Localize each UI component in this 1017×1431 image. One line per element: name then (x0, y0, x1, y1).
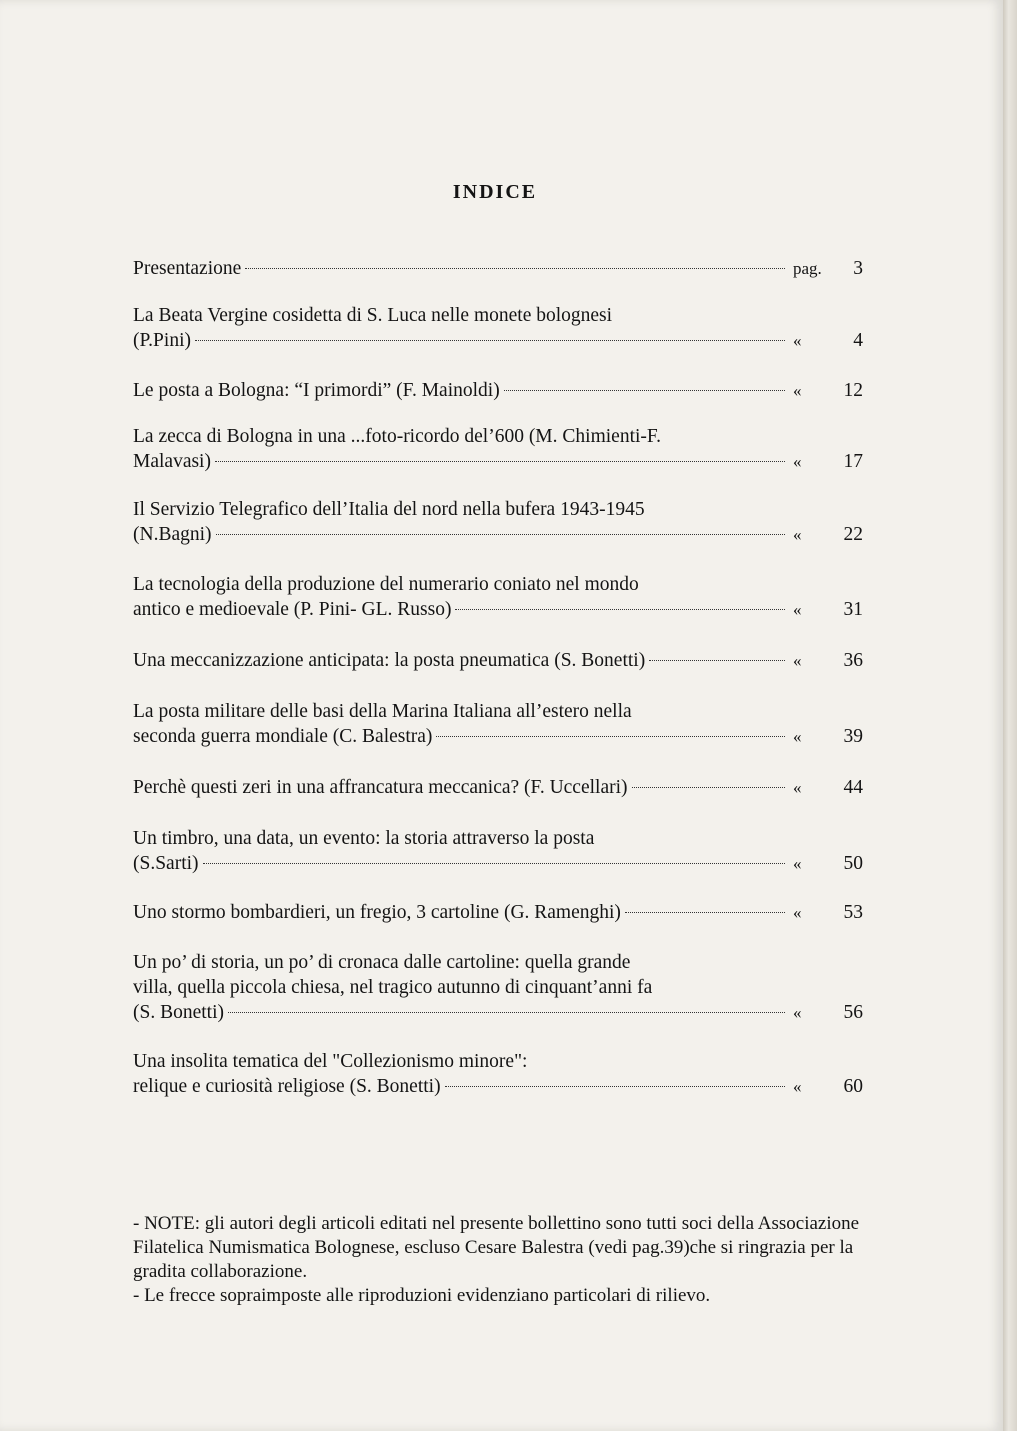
toc-entry-text: La zecca di Bologna in una ...foto-ricordo del’600 (M. Chimienti-F. (133, 426, 662, 447)
toc-entry-text: Un timbro, una data, un evento: la storia attraverso la posta (133, 828, 595, 849)
dot-leader (215, 461, 785, 462)
toc-entry-text: Il Servizio Telegrafico dell’Italia del nord nella bufera 1943-1945 (133, 499, 645, 520)
page-number: 56 (843, 1002, 863, 1023)
page-number: 17 (843, 451, 863, 472)
page-number: 12 (843, 380, 863, 401)
toc-entry-text: La Beata Vergine cosidetta di S. Luca nelle monete bolognesi (133, 305, 613, 326)
dot-leader (625, 912, 785, 913)
dot-leader (203, 863, 785, 864)
page-marker: « (793, 778, 802, 797)
page-number: 50 (843, 853, 863, 874)
page-number: 31 (843, 599, 863, 620)
toc-entry (133, 950, 863, 1025)
toc-entry-line (133, 378, 863, 403)
toc-entry-text: villa, quella piccola chiesa, nel tragico autunno di cinquant’anni fa (133, 977, 653, 998)
dot-leader (195, 340, 785, 341)
table-of-contents (133, 232, 863, 1099)
page-number: 60 (843, 1076, 863, 1097)
toc-entry (133, 572, 863, 622)
toc-entry (133, 900, 863, 925)
toc-entry-line (133, 775, 863, 800)
page-number: 44 (843, 777, 863, 798)
dot-leader (649, 660, 785, 661)
dot-leader (455, 609, 785, 610)
toc-entry-text: La tecnologia della produzione del numerario coniato nel mondo (133, 574, 639, 595)
dot-leader (245, 268, 785, 269)
dot-leader (445, 1086, 785, 1087)
dot-leader (216, 534, 785, 535)
page-marker: « (793, 381, 802, 400)
toc-entry-text: relique e curiosità religiose (S. Bonetti) (133, 1076, 441, 1097)
note-arrows: - Le frecce sopraimposte alle riproduzioni evidenziano particolari di rilievo. (133, 1285, 711, 1306)
note-authors: - NOTE: gli autori degli articoli editati nel presente bollettino sono tutti soci della Associazione Filatelica Numismatica Bolognese, escluso Cesare Balestra (vedi pag.39)che si ringrazia per la gradita collaborazione. (133, 1213, 860, 1282)
toc-entry (133, 699, 863, 749)
toc-entry (133, 424, 863, 474)
toc-entry-text: Un po’ di storia, un po’ di cronaca dalle cartoline: quella grande (133, 952, 631, 973)
toc-entry-line (133, 256, 863, 281)
toc-entry-text: Una insolita tematica del "Collezionismo minore": (133, 1051, 528, 1072)
page-number: 39 (843, 726, 863, 747)
toc-entry-line (133, 597, 863, 622)
page-title: INDICE (452, 181, 538, 203)
toc-entry-text: Malavasi) (133, 451, 211, 472)
toc-entry-line (133, 328, 863, 353)
toc-entry-text: Le posta a Bologna: “I primordi” (F. Mainoldi) (133, 380, 500, 401)
toc-entry-text: Una meccanizzazione anticipata: la posta pneumatica (S. Bonetti) (133, 650, 646, 671)
toc-entry-line (133, 724, 863, 749)
dot-leader (228, 1012, 785, 1013)
toc-entry (133, 497, 863, 547)
page-number: 4 (853, 330, 863, 351)
toc-entry-text: (S.Sarti) (133, 853, 199, 874)
toc-entry-text: (N.Bagni) (133, 524, 212, 545)
toc-entry-text: (S. Bonetti) (133, 1002, 224, 1023)
page-marker: « (793, 854, 802, 873)
page-marker: pag. (793, 259, 822, 278)
page-number: 36 (843, 650, 863, 671)
toc-entry-line (133, 648, 863, 673)
toc-entry-line (133, 522, 863, 547)
page-marker: « (793, 331, 802, 350)
toc-entry-text: La posta militare delle basi della Marina Italiana all’estero nella (133, 701, 632, 722)
toc-entry-line (133, 851, 863, 876)
page-marker: « (793, 1077, 802, 1096)
toc-entry-text: Perchè questi zeri in una affrancatura meccanica? (F. Uccellari) (133, 777, 628, 798)
toc-entry-text: Presentazione (133, 258, 242, 279)
toc-entry-line (133, 449, 863, 474)
page-number: 53 (843, 902, 863, 923)
toc-entry-text: seconda guerra mondiale (C. Balestra) (133, 726, 433, 747)
page-marker: « (793, 1003, 802, 1022)
toc-entry (133, 303, 863, 353)
toc-entry-text: (P.Pini) (133, 330, 191, 351)
toc-entry-text: Uno stormo bombardieri, un fregio, 3 cartoline (G. Ramenghi) (133, 902, 621, 923)
page-marker: « (793, 727, 802, 746)
toc-entry (133, 1049, 863, 1099)
page-marker: « (793, 903, 802, 922)
dot-leader (632, 787, 785, 788)
toc-entry (133, 256, 863, 281)
toc-entry-text: antico e medioevale (P. Pini- GL. Russo) (133, 599, 452, 620)
page-number: 22 (843, 524, 863, 545)
dot-leader (504, 390, 785, 391)
page-marker: « (793, 651, 802, 670)
page-marker: « (793, 525, 802, 544)
page-number: 3 (853, 258, 863, 279)
page-marker: « (793, 452, 802, 471)
toc-entry (133, 775, 863, 800)
toc-entry-line (133, 1000, 863, 1025)
toc-entry (133, 378, 863, 403)
toc-entry-line (133, 900, 863, 925)
dot-leader (436, 736, 785, 737)
notes-section (133, 1212, 903, 1308)
page-edge (1003, 0, 1017, 1431)
page-marker: « (793, 600, 802, 619)
toc-entry-line (133, 1074, 863, 1099)
toc-entry (133, 648, 863, 673)
toc-entry (133, 826, 863, 876)
